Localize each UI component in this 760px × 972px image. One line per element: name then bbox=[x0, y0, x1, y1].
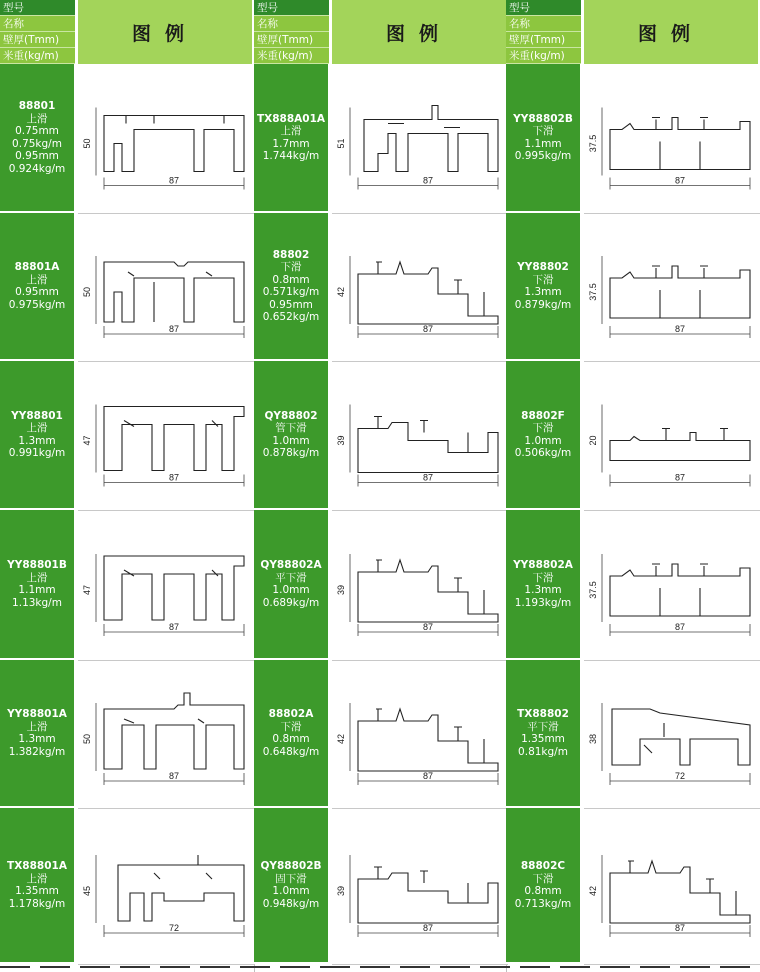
catalog-column bbox=[506, 0, 760, 972]
product-info bbox=[254, 808, 328, 964]
header-label: 米重(kg/m) bbox=[506, 48, 581, 64]
profile-outline bbox=[104, 116, 244, 172]
product-weight: 0.948kg/m bbox=[262, 897, 320, 910]
profile-drawing bbox=[332, 808, 508, 965]
profile-drawing bbox=[78, 213, 254, 362]
product-info bbox=[506, 660, 580, 808]
header-label: 型号 bbox=[254, 0, 329, 16]
profile-outline bbox=[104, 262, 244, 322]
profile-detail bbox=[126, 116, 224, 124]
product-thickness: 1.3mm bbox=[524, 584, 562, 596]
product-cell bbox=[506, 808, 760, 964]
product-thickness: 1.3mm bbox=[18, 733, 56, 745]
width-dimension-label: 87 bbox=[168, 175, 180, 186]
header-label: 名称 bbox=[506, 16, 581, 32]
profile-detail bbox=[124, 570, 218, 576]
product-weight: 1.178kg/m bbox=[8, 897, 66, 910]
product-thickness: 0.8mm bbox=[272, 273, 310, 286]
profile-svg bbox=[584, 213, 760, 361]
column-header bbox=[254, 0, 508, 64]
profile-outline bbox=[610, 861, 750, 923]
product-name: 上滑 bbox=[280, 125, 302, 137]
product-weight: 0.571kg/m bbox=[262, 286, 320, 298]
product-thickness: 1.35mm bbox=[15, 885, 59, 897]
product-code: 88802 bbox=[272, 248, 310, 261]
product-code: 88802F bbox=[521, 409, 565, 422]
width-dimension-label: 87 bbox=[422, 472, 434, 483]
header-title: 图例 bbox=[332, 0, 506, 64]
header-label: 型号 bbox=[0, 0, 75, 16]
width-dimension-label: 87 bbox=[168, 771, 180, 781]
width-dimension-label: 87 bbox=[168, 622, 180, 632]
profile-svg bbox=[78, 64, 254, 213]
product-info bbox=[254, 213, 328, 361]
profile-drawing bbox=[332, 213, 508, 362]
product-cell bbox=[506, 361, 760, 510]
height-dimension-label: 50 bbox=[82, 138, 92, 149]
product-name: 上滑 bbox=[26, 112, 48, 125]
profile-drawing bbox=[332, 510, 508, 661]
product-name: 下滑 bbox=[532, 571, 554, 584]
product-cell bbox=[0, 361, 254, 510]
product-code: 88801 bbox=[18, 100, 56, 112]
profile-outline bbox=[358, 423, 498, 473]
product-weight: 0.975kg/m bbox=[8, 298, 66, 311]
column-header bbox=[506, 0, 760, 64]
product-info bbox=[0, 64, 74, 213]
profile-detail bbox=[128, 272, 212, 322]
product-thickness: 1.7mm bbox=[272, 137, 310, 150]
height-dimension-label: 47 bbox=[82, 584, 92, 596]
product-weight: 0.506kg/m bbox=[514, 447, 572, 459]
profile-drawing bbox=[78, 660, 254, 809]
product-thickness: 1.0mm bbox=[272, 584, 310, 596]
product-cell bbox=[0, 510, 254, 660]
product-name: 下滑 bbox=[532, 422, 554, 434]
height-dimension-label: 42 bbox=[336, 733, 346, 745]
profile-outline bbox=[610, 433, 750, 461]
height-dimension-label: 42 bbox=[336, 286, 346, 298]
product-thickness: 1.35mm bbox=[521, 733, 565, 745]
product-info bbox=[506, 808, 580, 964]
product-code: QY88802B bbox=[260, 860, 322, 872]
product-weight: 0.95mm bbox=[269, 298, 313, 311]
product-weight: 0.879kg/m bbox=[514, 298, 572, 311]
product-cell bbox=[254, 808, 508, 964]
product-cell bbox=[0, 660, 254, 808]
width-dimension-label: 87 bbox=[674, 622, 686, 632]
catalog-column bbox=[254, 0, 508, 972]
height-dimension-label: 50 bbox=[82, 733, 92, 745]
product-thickness: 1.1mm bbox=[524, 137, 562, 150]
width-dimension-label: 87 bbox=[674, 472, 686, 483]
header-label: 壁厚(Tmm) bbox=[254, 32, 329, 48]
height-dimension-label: 20 bbox=[588, 435, 598, 446]
product-code: TX88801A bbox=[7, 860, 67, 872]
product-weight: 0.95mm bbox=[15, 150, 59, 162]
profile-svg bbox=[584, 808, 760, 964]
product-cell bbox=[254, 213, 508, 361]
product-name: 下滑 bbox=[532, 273, 554, 286]
header-title: 图例 bbox=[584, 0, 758, 64]
height-dimension-label: 51 bbox=[336, 138, 346, 149]
product-info bbox=[254, 510, 328, 660]
product-info bbox=[506, 213, 580, 361]
width-dimension-label: 87 bbox=[422, 622, 434, 632]
product-name: 下滑 bbox=[532, 872, 554, 885]
product-cell bbox=[254, 361, 508, 510]
height-dimension-label: 45 bbox=[82, 885, 92, 897]
profile-svg bbox=[584, 361, 760, 510]
profile-detail bbox=[644, 723, 664, 753]
product-thickness: 0.8mm bbox=[272, 733, 310, 745]
product-thickness: 0.8mm bbox=[524, 885, 562, 897]
product-thickness: 1.3mm bbox=[18, 434, 56, 447]
profile-detail bbox=[124, 421, 218, 427]
profile-svg bbox=[332, 808, 508, 964]
profile-outline bbox=[610, 564, 750, 616]
product-weight: 0.878kg/m bbox=[262, 447, 320, 459]
product-cell bbox=[506, 660, 760, 808]
profile-detail bbox=[652, 564, 708, 616]
product-code: YY88802A bbox=[513, 559, 573, 571]
height-dimension-label: 47 bbox=[82, 435, 92, 446]
product-cell bbox=[506, 213, 760, 361]
header-labels bbox=[0, 0, 75, 64]
product-weight: 0.81kg/m bbox=[518, 745, 568, 758]
product-info bbox=[254, 361, 328, 510]
profile-outline bbox=[358, 560, 498, 622]
profile-svg bbox=[332, 213, 508, 361]
header-labels bbox=[506, 0, 581, 64]
width-dimension-label: 87 bbox=[674, 324, 686, 334]
height-dimension-label: 50 bbox=[82, 286, 92, 298]
profile-svg bbox=[78, 808, 254, 964]
profile-outline bbox=[358, 709, 498, 771]
width-dimension-label: 72 bbox=[168, 923, 180, 933]
profile-detail bbox=[652, 118, 708, 170]
product-name: 上滑 bbox=[26, 273, 48, 286]
width-dimension-label: 87 bbox=[168, 472, 180, 483]
product-weight: 1.382kg/m bbox=[8, 745, 66, 758]
height-dimension-label: 39 bbox=[336, 885, 346, 897]
product-info bbox=[0, 510, 74, 660]
product-name: 平下滑 bbox=[527, 720, 559, 733]
product-cell bbox=[506, 64, 760, 213]
product-info bbox=[0, 361, 74, 510]
product-cell bbox=[254, 64, 508, 213]
product-code: 88802C bbox=[520, 860, 566, 872]
product-code: YY88802B bbox=[513, 112, 573, 125]
profile-svg bbox=[78, 361, 254, 510]
product-weight: 1.193kg/m bbox=[514, 596, 572, 609]
product-code: QY88802 bbox=[264, 409, 318, 422]
profile-outline bbox=[612, 709, 750, 765]
product-name: 上滑 bbox=[26, 422, 48, 434]
profile-detail bbox=[652, 266, 708, 318]
product-info bbox=[506, 510, 580, 660]
product-name: 平下滑 bbox=[275, 571, 307, 584]
height-dimension-label: 42 bbox=[588, 885, 598, 897]
profile-svg bbox=[78, 510, 254, 660]
header-labels bbox=[254, 0, 329, 64]
product-thickness: 1.3mm bbox=[524, 286, 562, 298]
profile-svg bbox=[332, 660, 508, 808]
height-dimension-label: 37.5 bbox=[588, 581, 598, 599]
profile-outline bbox=[104, 693, 244, 769]
product-name: 上滑 bbox=[26, 872, 48, 885]
profile-svg bbox=[332, 64, 508, 213]
product-code: YY88801A bbox=[7, 708, 67, 720]
product-code: 88801A bbox=[14, 261, 60, 273]
profile-drawing bbox=[332, 361, 508, 511]
profile-outline bbox=[358, 873, 498, 923]
product-name: 固下滑 bbox=[275, 872, 307, 885]
product-cell bbox=[254, 660, 508, 808]
product-name: 管下滑 bbox=[275, 422, 307, 434]
header-label: 壁厚(Tmm) bbox=[506, 32, 581, 48]
header-label: 米重(kg/m) bbox=[254, 48, 329, 64]
profile-outline bbox=[104, 556, 244, 620]
product-name: 上滑 bbox=[26, 571, 48, 584]
product-weight: 0.689kg/m bbox=[262, 596, 320, 609]
product-cell bbox=[506, 510, 760, 660]
product-info bbox=[0, 808, 74, 964]
width-dimension-label: 87 bbox=[422, 175, 434, 186]
profile-detail bbox=[374, 867, 468, 903]
product-info bbox=[506, 64, 580, 213]
product-info bbox=[254, 64, 328, 213]
profile-svg bbox=[332, 510, 508, 660]
header-label: 型号 bbox=[506, 0, 581, 16]
profile-outline bbox=[358, 262, 498, 324]
product-code: YY88802 bbox=[517, 261, 569, 273]
profile-drawing bbox=[332, 660, 508, 809]
width-dimension-label: 87 bbox=[422, 923, 434, 933]
product-cell bbox=[254, 510, 508, 660]
profile-detail bbox=[374, 417, 468, 453]
profile-drawing bbox=[584, 361, 760, 511]
product-cell bbox=[0, 64, 254, 213]
profile-outline bbox=[104, 407, 244, 471]
product-thickness: 1.0mm bbox=[272, 885, 310, 897]
width-dimension-label: 87 bbox=[674, 175, 686, 186]
header-label: 米重(kg/m) bbox=[0, 48, 75, 64]
product-weight: 0.75kg/m bbox=[12, 137, 62, 150]
profile-detail bbox=[662, 429, 728, 441]
product-thickness: 1.0mm bbox=[524, 434, 562, 447]
product-weight: 0.648kg/m bbox=[262, 745, 320, 758]
height-dimension-label: 38 bbox=[588, 733, 598, 745]
profile-detail bbox=[154, 855, 212, 879]
product-name: 下滑 bbox=[280, 720, 302, 733]
profile-drawing bbox=[584, 660, 760, 809]
product-code: TX888A01A bbox=[256, 112, 326, 125]
header-label: 名称 bbox=[0, 16, 75, 32]
product-weight: 0.652kg/m bbox=[262, 311, 320, 323]
product-code: YY88801 bbox=[11, 409, 63, 422]
product-weight: 0.713kg/m bbox=[514, 897, 572, 910]
profile-outline bbox=[610, 118, 750, 170]
profile-detail bbox=[124, 719, 204, 723]
width-dimension-label: 87 bbox=[168, 324, 180, 334]
profile-drawing bbox=[584, 510, 760, 661]
product-info bbox=[506, 361, 580, 510]
product-thickness: 0.75mm bbox=[15, 125, 59, 137]
product-weight: 1.13kg/m bbox=[12, 596, 62, 609]
product-code: TX88802 bbox=[517, 708, 569, 720]
product-thickness: 0.95mm bbox=[15, 286, 59, 298]
profile-svg bbox=[78, 660, 254, 808]
profile-drawing bbox=[78, 361, 254, 511]
profile-drawing bbox=[78, 510, 254, 661]
product-code: YY88801B bbox=[7, 559, 67, 571]
header-title: 图例 bbox=[78, 0, 252, 64]
product-cell bbox=[0, 808, 254, 964]
profile-drawing bbox=[332, 64, 508, 214]
profile-outline bbox=[364, 106, 498, 172]
product-name: 上滑 bbox=[26, 720, 48, 733]
product-code: 88802A bbox=[268, 708, 314, 720]
profile-drawing bbox=[78, 808, 254, 965]
header-label: 壁厚(Tmm) bbox=[0, 32, 75, 48]
catalog-column bbox=[0, 0, 254, 972]
product-weight: 0.991kg/m bbox=[8, 447, 66, 459]
width-dimension-label: 87 bbox=[422, 771, 434, 781]
height-dimension-label: 37.5 bbox=[588, 134, 598, 153]
product-thickness: 1.0mm bbox=[272, 434, 310, 447]
height-dimension-label: 39 bbox=[336, 584, 346, 596]
height-dimension-label: 37.5 bbox=[588, 283, 598, 301]
height-dimension-label: 39 bbox=[336, 435, 346, 446]
product-weight: 0.924kg/m bbox=[8, 162, 66, 175]
column-header bbox=[0, 0, 254, 64]
product-info bbox=[0, 213, 74, 361]
profile-svg bbox=[584, 64, 760, 213]
product-thickness: 1.1mm bbox=[18, 584, 56, 596]
width-dimension-label: 87 bbox=[674, 923, 686, 933]
profile-svg bbox=[78, 213, 254, 361]
header-label: 名称 bbox=[254, 16, 329, 32]
product-weight: 0.995kg/m bbox=[514, 150, 572, 162]
profile-svg bbox=[584, 510, 760, 660]
profile-outline bbox=[118, 865, 244, 921]
product-name: 下滑 bbox=[532, 125, 554, 137]
product-info bbox=[254, 660, 328, 808]
product-weight: 1.744kg/m bbox=[262, 150, 320, 162]
product-name: 下滑 bbox=[280, 261, 302, 273]
width-dimension-label: 87 bbox=[422, 324, 434, 334]
product-cell bbox=[0, 213, 254, 361]
profile-svg bbox=[332, 361, 508, 510]
product-info bbox=[0, 660, 74, 808]
profile-drawing bbox=[584, 64, 760, 214]
profile-detail bbox=[388, 124, 460, 128]
product-code: QY88802A bbox=[260, 559, 322, 571]
profile-drawing bbox=[584, 213, 760, 362]
profile-drawing bbox=[78, 64, 254, 214]
width-dimension-label: 72 bbox=[674, 771, 686, 781]
profile-svg bbox=[584, 660, 760, 808]
profile-drawing bbox=[584, 808, 760, 965]
profile-outline bbox=[610, 266, 750, 318]
